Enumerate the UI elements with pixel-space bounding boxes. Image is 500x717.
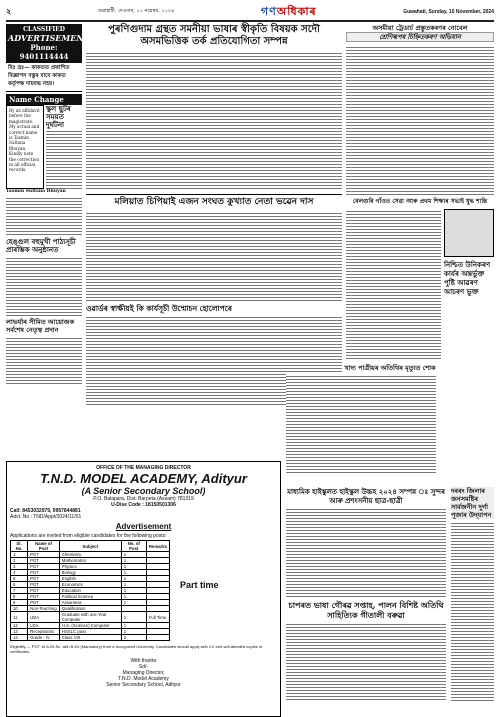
lead-body <box>86 51 342 191</box>
ad-heading: Advertisement <box>115 522 172 531</box>
school-advertisement <box>6 461 281 717</box>
table-cell: 1 <box>121 570 146 576</box>
table-cell: PGT <box>28 552 60 558</box>
table-cell: 1 <box>121 594 146 600</box>
table-cell: PGT <box>28 582 60 588</box>
table-cell: 5 <box>11 576 28 582</box>
table-cell: Non-Teaching <box>28 606 60 612</box>
table-cell: UDA <box>28 612 60 623</box>
ad-address: P.O. Balapara, Dist: Barpeta (Assam) 781319 <box>93 496 194 502</box>
table-cell: 1 <box>121 582 146 588</box>
table-cell: 1 <box>121 600 146 606</box>
ad-signoff-4: T.N.D. Model Academy <box>118 676 169 682</box>
ad-signoff <box>10 658 277 688</box>
left-headline-3: লাভৰ্যাৰ সীমিত আয়োজক সৰ্বশেষ নেতৃত্ব প্ৰদান <box>6 318 75 334</box>
ad-signoff-3: Managing Director, <box>122 670 165 676</box>
table-cell: PGT <box>28 564 60 570</box>
table-row <box>11 635 170 641</box>
left-headline-2: হেঙ্গুল বহুমুখী পাঠ্যসূচী প্ৰাৰম্ভিক অনুষ্ঠানত <box>6 237 76 254</box>
name-change-label: Name Change <box>6 94 82 105</box>
ad-call: Call: 8453032979, 9957844881 <box>10 508 81 514</box>
vacancy-table <box>10 540 170 641</box>
table-cell: English <box>59 576 121 582</box>
table-cell: 1 <box>121 576 146 582</box>
table-cell: 4 <box>11 570 28 576</box>
table-cell: PGT <box>28 594 60 600</box>
ad-school-sub: (A Senior Secondary School) <box>81 486 206 496</box>
masthead-date: গুৱাহাটী, দেওবাৰ, ১০ নৱেম্বৰ, ২০২৪ <box>97 8 175 14</box>
table-cell: Biology <box>59 570 121 576</box>
table-cell: Full Time <box>146 612 169 623</box>
ad-signoff-5: Senior Secondary School, Adityur <box>106 682 181 688</box>
table-cell: 9 <box>11 600 28 606</box>
ad-intro: Applications are invited from eligible candidates for the following posts: <box>10 533 167 539</box>
body-text <box>6 196 82 236</box>
school-result-body <box>286 507 446 597</box>
table-cell: H.S. (Science) Computer <box>59 623 121 629</box>
table-cell <box>146 635 169 641</box>
table-cell: PGT <box>28 576 60 582</box>
classified-note: বিঃ দ্ৰঃ— কাকতত প্ৰকাশিত বিজ্ঞাপন বস্তুৰ বাবে কাকত কৰ্তৃপক্ষ দায়বদ্ধ নহয়। <box>6 63 82 92</box>
bottom-headline: চাপৰত ভাষা গৌৰৱ সপ্তাহ, পালন বিশিষ্ট অতিথি সাহিত্যিক গীতালী বৰুৱা <box>288 600 444 620</box>
ad-office: OFFICE OF THE MANAGING DIRECTOR <box>96 465 191 471</box>
table-cell: 11 <box>11 612 28 623</box>
table-row <box>11 612 170 623</box>
left-headline-1: স্কুল ছুটৰ সময়ত দুৰ্ঘটনা <box>46 104 71 129</box>
table-cell: 1 <box>121 623 146 629</box>
side-headline: দৰৰং জিলাৰ জনসমষ্টিৰ সাৰ্বজনীন দুৰ্গা পূজাৰ উদ্‌যাপন <box>451 487 494 519</box>
classified-column <box>6 24 90 386</box>
table-cell: 12 <box>11 623 28 629</box>
masthead <box>6 4 494 22</box>
table-cell: Assamese <box>59 600 121 606</box>
lead-headline: পুৰণিগুদাম গ্ৰন্থত সমনীয়া ভাষাৰ স্বীকৃতি বিষয়ক সদৌ অসমভিত্তিক তৰ্ক প্ৰতিযোগিতা সম্পন্ন <box>108 24 320 47</box>
table-cell: 1 <box>121 612 146 623</box>
table-cell: PGT <box>28 570 60 576</box>
table-cell: Grade - IV <box>28 635 60 641</box>
table-cell: PGT <box>28 600 60 606</box>
ad-ref: Advt. No : TND/Appt/2024/11/01 <box>10 514 82 520</box>
table-cell: 2 <box>11 558 28 564</box>
lead-story <box>86 24 342 405</box>
side-body <box>451 521 494 701</box>
ad-signoff-1: With thanks <box>130 658 157 664</box>
right-column <box>346 24 494 359</box>
classified-box <box>6 24 90 63</box>
table-cell: 7 <box>11 588 28 594</box>
newspaper-logo <box>261 3 317 22</box>
obituary-body <box>286 374 436 474</box>
right-body <box>346 45 494 195</box>
table-cell: 1 <box>121 558 146 564</box>
right-body <box>346 209 441 359</box>
classified-title: ADVERTISEMENT <box>8 33 90 43</box>
ad-part-time: Part time <box>180 580 219 590</box>
right-kicker: অসমীয়া ট্ৰেডাৰ্চ প্ৰস্তুতকৰণৰ নোবেল <box>372 24 468 32</box>
table-cell: Qualification <box>59 606 121 612</box>
table-cell: HSSLC pass <box>59 629 121 635</box>
body-text <box>46 129 82 189</box>
table-cell: 3 <box>11 564 28 570</box>
table-cell: PGT <box>28 588 60 594</box>
right-subhead: শ্ৰেণিৰূপৰ চিহ্নিতকৰণ অভিযান <box>346 32 494 42</box>
table-cell: Political Science <box>59 594 121 600</box>
table-cell: Education <box>59 588 121 594</box>
table-cell: 1 <box>121 629 146 635</box>
table-cell: Receptionist <box>28 629 60 635</box>
portrait-photo <box>444 209 494 257</box>
side-story <box>451 487 494 701</box>
table-cell: Physics <box>59 564 121 570</box>
obituary-story <box>286 364 494 474</box>
ad-school-name: T.N.D. MODEL ACADEMY, Adityur <box>40 471 247 486</box>
story2-headline: মলিয়াত চিপিয়াই এজন সংঘত কুখ্যাত নেতা ভৱেন দাস <box>114 197 314 207</box>
classified-label: CLASSIFIED <box>23 26 65 33</box>
table-cell: 13 <box>11 629 28 635</box>
table-cell: 10 <box>11 606 28 612</box>
table-cell: 1 <box>121 588 146 594</box>
logo-part-a: গণ <box>260 4 277 18</box>
ad-udise: U-Dise Code : 18150501306 <box>111 502 176 508</box>
table-cell: Mathematics <box>59 558 121 564</box>
table-cell: Class VIII <box>59 635 121 641</box>
school-result-story <box>286 487 446 702</box>
table-header: Subject <box>59 541 121 552</box>
logo-part-b: অধিকাৰ <box>276 4 317 18</box>
ad-signoff-2: Sd/- <box>138 664 149 670</box>
table-cell: 1 <box>121 552 146 558</box>
bottom-body <box>286 622 446 702</box>
table-cell: 8 <box>11 594 28 600</box>
school-result-headline: মাধ্যমিক হাইস্কুলত হাইস্কুল উচ্চহ ২০২৪ সম্পন্ন ঃ সুন্দৰ আৰু প্ৰশংসনীয় ছাত্ৰ-ছাত্ৰী <box>287 487 445 505</box>
page-number: ২ <box>6 5 12 16</box>
name-change-signature: Tasmin Sultana Bhuyan <box>6 189 66 194</box>
table-header: Remarks <box>146 541 169 552</box>
table-cell: 1 <box>121 564 146 570</box>
table-header: Name of Post <box>28 541 60 552</box>
ad-eligibility: Eligibility — PGT: M.A./M.Sc. with B.Ed (Mandatory) from a recognized University. Candidates should apply with CV and self-attested copies of certificates. <box>10 644 263 654</box>
table-cell: Chemistry <box>59 552 121 558</box>
story3-headline: ওৱাৰ্ডৰ স্বাক্ষীয়ই কি কাৰ্যসূচী উন্মোচন হোলোপৰে <box>86 304 232 313</box>
table-header: Sl. No. <box>11 541 28 552</box>
right-headline-mid: বেলগুৰি গাঁওত সেৱা আৰু প্ৰথম শিক্ষাৰ সভাই যুদ্ধ শান্তি <box>352 198 488 205</box>
name-change-body: By an affidavit before the magistrate. My actual and correct name is Tasmin Sultana Bhuyan. Kindly note the correction in all official records. <box>6 105 44 189</box>
right-side-headline: নিশ্চিত উনিকৰণ কাৰ্যৰ অন্তৰ্ভুক্ত পুষ্টি আৱৰণ আচৰণ ভুক্ত <box>444 260 491 296</box>
table-cell: PGT <box>28 558 60 564</box>
body-text <box>6 256 82 316</box>
table-cell: 6 <box>11 582 28 588</box>
table-cell: Economics <box>59 582 121 588</box>
classified-phone: Phone: 9401114444 <box>19 43 69 61</box>
obituary-headline: খাদ্য পাত্ৰীয়ৰ অতিথিৰ মৃত্যুত শোক <box>344 364 436 372</box>
body-text <box>6 336 82 386</box>
table-cell: 14 <box>11 635 28 641</box>
table-header: No. of Post <box>121 541 146 552</box>
story2-body <box>86 211 342 301</box>
table-cell: LDA <box>28 623 60 629</box>
table-cell: 1 <box>11 552 28 558</box>
table-cell: 2 <box>121 635 146 641</box>
table-cell: Graduate with one Year Computer <box>59 612 121 623</box>
masthead-date-en: Guwahati, Sunday, 10 November, 2024 <box>403 9 494 15</box>
